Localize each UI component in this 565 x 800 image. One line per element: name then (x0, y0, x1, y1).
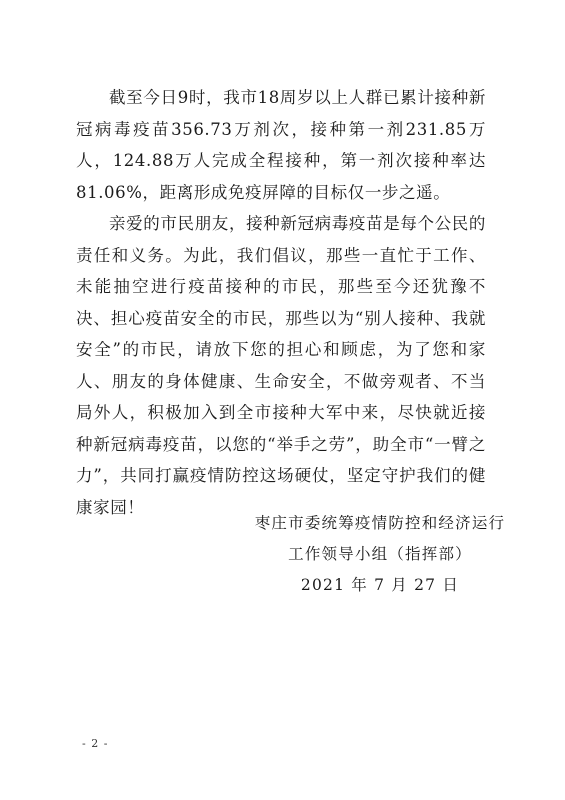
body-paragraph-vaccination-stats: 截至今日9时，我市18周岁以上人群已累计接种新冠病毒疫苗356.73万剂次，接种第一剂231.85万人，124.88万人完成全程接种，第一剂次接种率达81.06%，距离形成免疫屏障的目标仅一步之遥。 (76, 88, 486, 202)
body-paragraph-appeal: 亲爱的市民朋友，接种新冠病毒疫苗是每个公民的责任和义务。为此，我们倡议，那些一直忙于工作、未能抽空进行疫苗接种的市民，那些至今还犹豫不决、担心疫苗安全的市民，那些以为“别人接种、我就安全”的市民，请放下您的担心和顾虑，为了您和家人、朋友的身体健康、生命安全，不做旁观者、不当局外人，积极加入到全市接种大军中来，尽快就近接种新冠病毒疫苗，以您的“举手之劳”，助全市“一臂之力”，共同打赢疫情防控这场硬仗，坚定守护我们的健康家园！ (76, 214, 486, 517)
signature-date: 2021 年 7 月 27 日 (300, 576, 460, 594)
signature-org-line-2: 工作领导小组（指挥部） (288, 545, 472, 563)
page-number: - 2 - (82, 737, 109, 750)
signature-org-line-1: 枣庄市委统筹疫情防控和经济运行 (254, 514, 506, 532)
